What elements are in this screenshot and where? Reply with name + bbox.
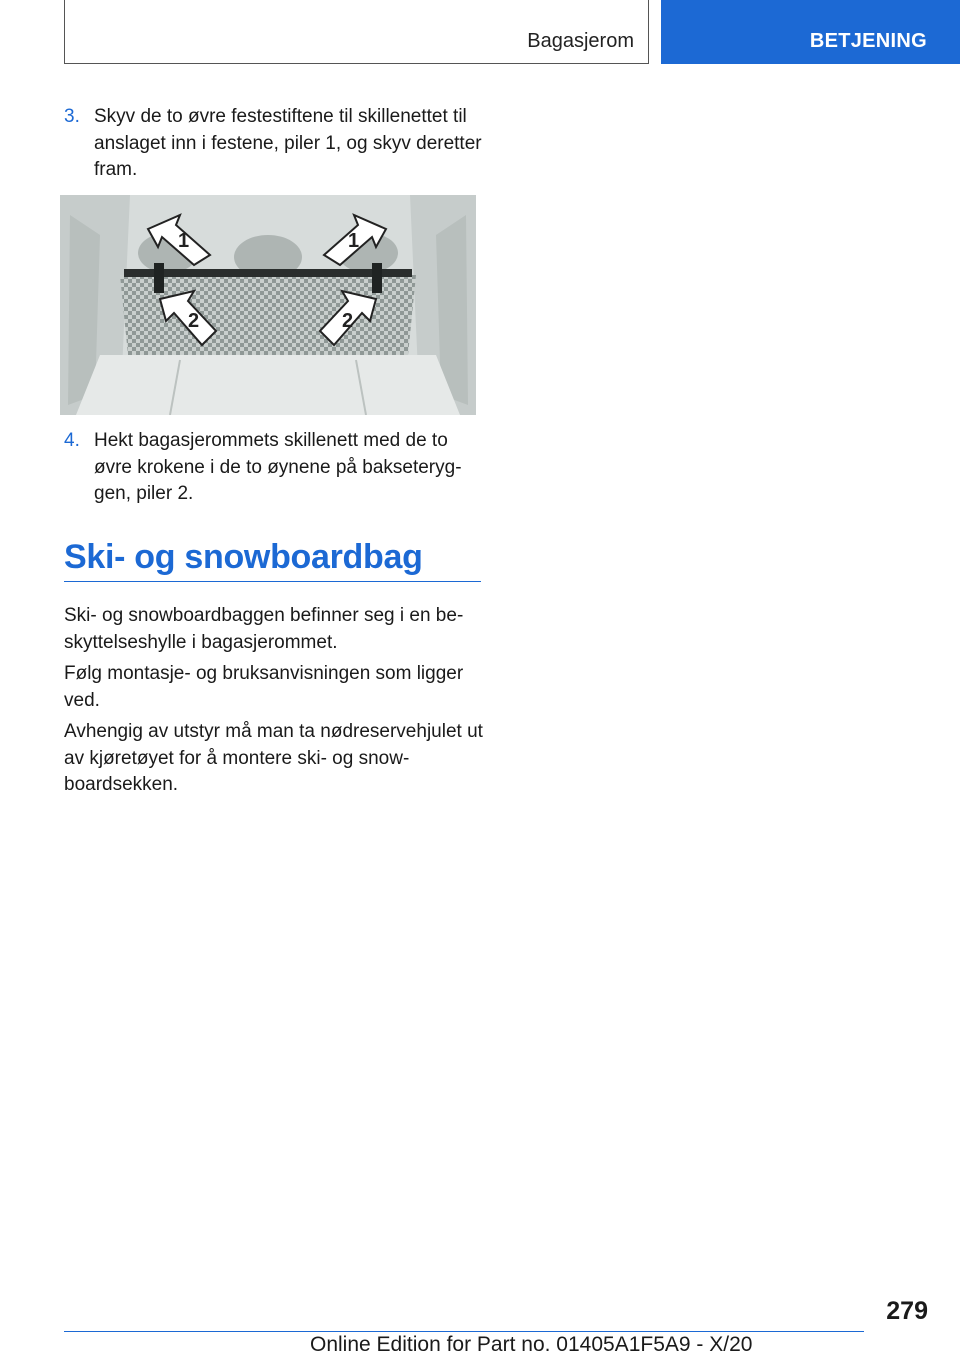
step-number: 3. <box>64 106 80 127</box>
header-chapter-title: BETJENING <box>809 30 927 52</box>
paragraph: Avhengig av utstyr må man ta nødreservehjulet ut av kjøretøyet for å montere ski- og snowboardsekken. <box>64 721 483 795</box>
header-section-box <box>64 0 649 64</box>
step-4 <box>64 428 484 508</box>
section-divider <box>64 581 481 582</box>
header-section-title: Bagasjerom <box>527 30 634 52</box>
step-text: Hekt bagasjerommets skillenett med de to øvre krokene i de to øynene på bakseteryggen, piler 2. <box>94 430 462 504</box>
footer-edition-text: Online Edition for Part no. 01405A1F5A9 - X/20 <box>310 1333 753 1356</box>
svg-text:1: 1 <box>348 230 360 252</box>
footer-divider <box>64 1331 864 1332</box>
step-3 <box>64 104 484 184</box>
paragraph: Ski- og snowboardbaggen befinner seg i en beskyttelseshylle i bagasjerommet. <box>64 605 464 653</box>
section-heading: Ski- og snowboardbag <box>64 538 423 576</box>
step-text: Skyv de to øvre festestiftene til skillenettet til anslaget inn i festene, piler 1, og skyv deretter fram. <box>94 106 482 180</box>
cargo-net-illustration <box>60 195 476 415</box>
svg-text:2: 2 <box>342 310 354 332</box>
paragraph: Følg montasje- og bruksanvisningen som ligger ved. <box>64 663 464 711</box>
cargo-net-drawing <box>60 195 476 415</box>
step-number: 4. <box>64 430 80 451</box>
header-chapter-tab <box>661 0 960 64</box>
page-number: 279 <box>886 1297 928 1325</box>
svg-text:2: 2 <box>188 310 200 332</box>
svg-text:1: 1 <box>178 230 190 252</box>
